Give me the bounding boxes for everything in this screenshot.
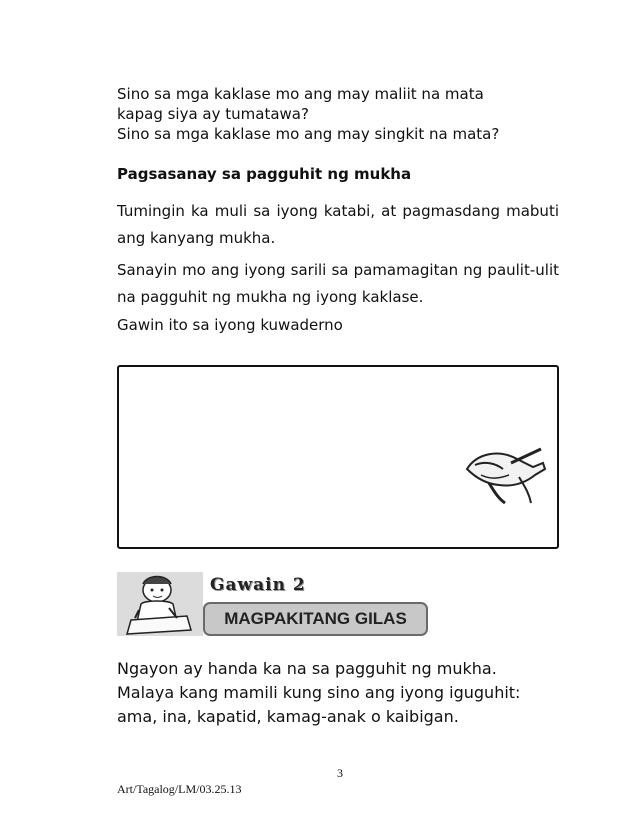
- child-drawing-icon: [117, 572, 203, 636]
- intro-line-1: Sino sa mga kaklase mo ang may maliit na mata: [117, 85, 484, 103]
- intro-line-3: Sino sa mga kaklase mo ang may singkit na mata?: [117, 125, 500, 143]
- section-heading: Pagsasanay sa pagguhit ng mukha: [117, 165, 412, 183]
- paragraph-practice: Sanayin mo ang iyong sarili sa pamamagitan ng paulit-ulit na pagguhit ng mukha ng iyong kaklase.: [117, 261, 559, 306]
- paragraph-notebook: Gawin ito sa iyong kuwaderno: [117, 316, 343, 334]
- drawing-box: [117, 365, 559, 549]
- intro-line-2: kapag siya ay tumatawa?: [117, 105, 309, 123]
- closing-line-1: Ngayon ay handa ka na sa pagguhit ng mukha.: [117, 659, 497, 678]
- child-drawing-illustration: [117, 572, 203, 636]
- paragraph-look: Tumingin ka muli sa iyong katabi, at pagmasdang mabuti ang kanyang mukha.: [117, 202, 559, 247]
- drawing-hand-icon: [459, 439, 549, 509]
- intro-text: [117, 84, 559, 144]
- closing-text: [117, 657, 559, 729]
- activity-banner: MAGPAKITANG GILAS: [203, 602, 428, 636]
- footer-code: Art/Tagalog/LM/03.25.13: [117, 782, 242, 796]
- activity-title: Gawain 2: [210, 575, 306, 595]
- closing-line-3: ama, ina, kapatid, kamag-anak o kaibigan.: [117, 707, 459, 726]
- page-number: 3: [337, 766, 343, 780]
- closing-line-2: Malaya kang mamili kung sino ang iyong iguguhit:: [117, 683, 521, 702]
